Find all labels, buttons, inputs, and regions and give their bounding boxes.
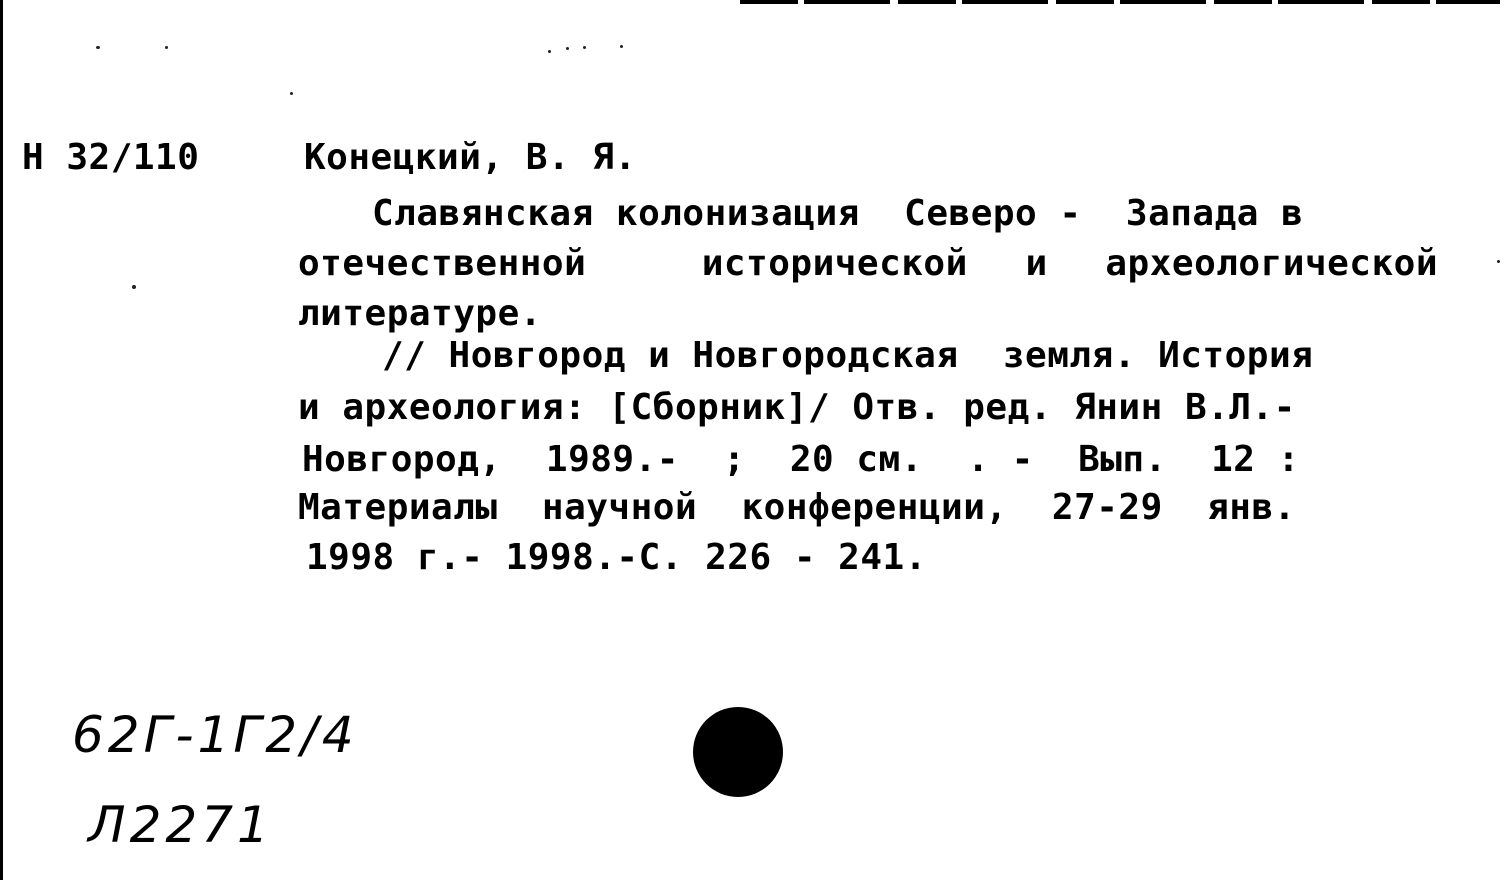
scan-speck — [583, 46, 586, 49]
scan-speck — [290, 92, 293, 95]
card-top-rule — [740, 0, 1500, 4]
shelfmark: Н 32/110 — [22, 137, 200, 178]
title-line-2: отечественной исторической и археологической — [298, 243, 1438, 284]
punch-hole — [693, 707, 783, 797]
title-line-1: Славянская колонизация Северо - Запада в — [372, 193, 1304, 234]
source-line-2: и археология: [Сборник]/ Отв. ред. Янин В.Л.- — [298, 387, 1296, 428]
source-line-1: // Новгород и Новгородская земля. История — [382, 335, 1314, 376]
source-line-5: 1998 г.- 1998.-С. 226 - 241. — [306, 537, 927, 578]
scan-speck — [165, 46, 168, 49]
source-line-4: Материалы научной конференции, 27-29 янв. — [298, 487, 1296, 528]
scan-speck — [620, 45, 623, 48]
scan-speck — [96, 46, 100, 49]
handwritten-inventory-number: Л2271 — [88, 796, 273, 854]
source-line-3: Новгород, 1989.- ; 20 см. . - Вып. 12 : — [302, 439, 1300, 480]
scan-speck — [1497, 260, 1500, 263]
card-left-edge — [0, 0, 3, 880]
scan-speck — [132, 285, 136, 289]
scan-speck — [566, 47, 569, 50]
handwritten-classification: 62Г-1Г2/4 — [72, 706, 358, 764]
author-heading: Конецкий, В. Я. — [304, 137, 637, 178]
scan-speck — [548, 50, 551, 53]
title-line-3: литературе. — [298, 293, 542, 334]
